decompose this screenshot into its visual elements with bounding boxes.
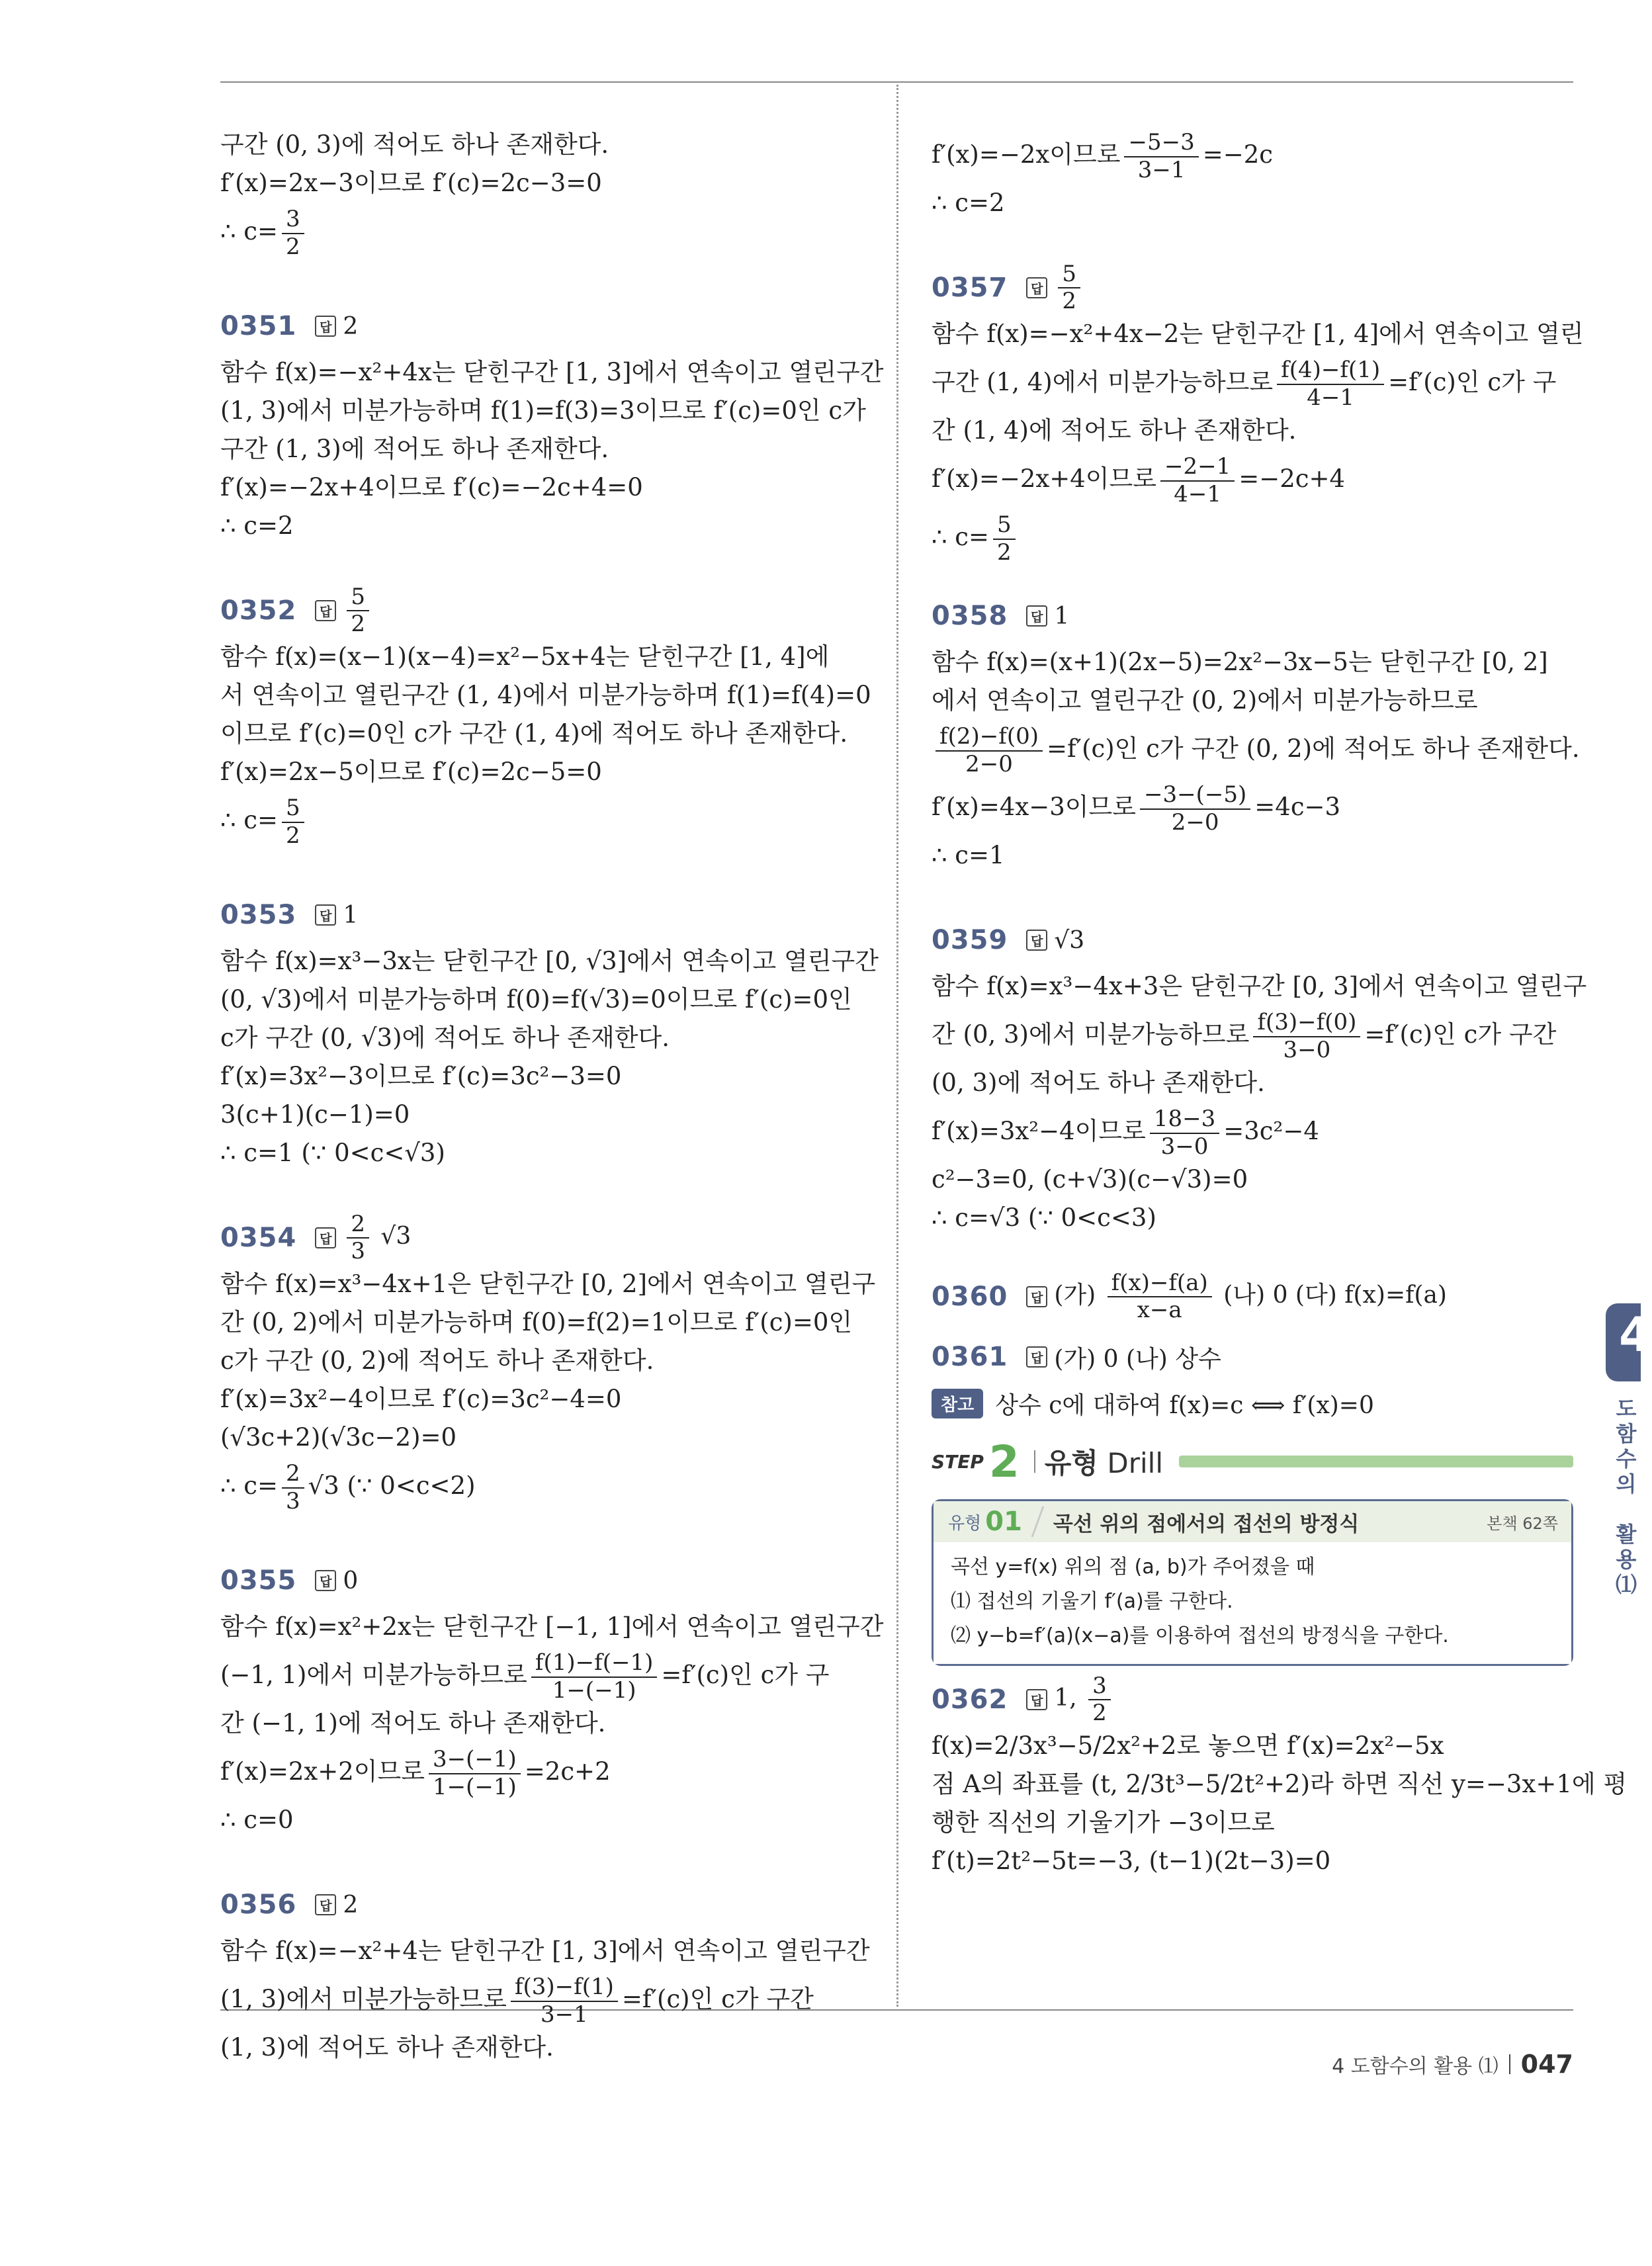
solution-line: ∴ c=2 <box>220 511 294 540</box>
answer-value: 2 <box>343 1891 359 1919</box>
note-text: 상수 c에 대하여 f(x)=c ⟺ f′(x)=0 <box>995 1391 1374 1419</box>
solution-line: (−1, 1)에서 미분가능하므로 $\frac{f(1)-f(-1)}{1-(-1)}$ =f′(c)인 c가 구 <box>220 1649 830 1704</box>
solution-line: 구간 (1, 4)에서 미분가능하므로 $\frac{f(4)-f(1)}{4-1}$ =f′(c)인 c가 구 <box>932 357 1557 411</box>
fraction-denominator: 2 <box>997 539 1012 566</box>
problem-number: 0356 <box>220 1890 297 1920</box>
problem-header <box>220 1882 869 1928</box>
solution-line: ∴ c= $\frac{5}{2}$ <box>220 791 869 850</box>
problem-header <box>220 1557 869 1604</box>
type-page-ref: 본책 62쪽 <box>1487 1514 1558 1533</box>
solution-line: 구간 (0, 3)에 적어도 하나 존재한다. <box>220 130 609 159</box>
solution-line: f′(x)=2x−3이므로 f′(c)=2c−3=0 <box>220 169 602 197</box>
side-char <box>1614 1497 1638 1522</box>
answer-icon: 답 <box>315 904 336 926</box>
spacer <box>220 545 869 588</box>
solution-line: 함수 f(x)=x³−4x+1은 닫힌구간 [0, 2]에서 연속이고 열린구 <box>220 1270 876 1298</box>
solution-line: f′(x)=3x²−4이므로 $\frac{18-3}{3-0}$ =3c²−4 <box>932 1106 1319 1160</box>
solution-line: f′(x)=4x−3이므로 $\frac{-3-(-5)}{2-0}$ =4c−3 <box>932 781 1341 836</box>
answer-icon: 답 <box>315 316 336 337</box>
type-body <box>934 1542 1571 1664</box>
solution-line: (0, √3)에서 미분가능하며 f(0)=f(√3)=0이므로 f′(c)=0인 <box>220 985 852 1014</box>
spacer <box>932 566 1573 593</box>
fraction <box>429 1747 521 1800</box>
fraction-numerator: 5 <box>1058 261 1080 288</box>
problem-header <box>932 1672 1573 1726</box>
solution-line: 함수 f(x)=x³−4x+3은 닫힌구간 [0, 3]에서 연속이고 열린구 <box>932 972 1587 1000</box>
solution-line: f′(x)=−2x+4이므로 $\frac{-2-1}{4-1}$ =−2c+4 <box>932 453 1346 507</box>
type-line: 곡선 y=f(x) 위의 점 (a, b)가 주어졌을 때 <box>951 1555 1315 1579</box>
fraction-numerator: f(4)−f(1) <box>1277 357 1384 384</box>
solution-line: (1, 3)에서 미분가능하므로 $\frac{f(3)-f(1)}{3-1}$ =f′(c)인 c가 구간 <box>220 1974 814 2028</box>
fraction-numerator: 2 <box>347 1211 369 1239</box>
fraction-numerator: 5 <box>993 512 1016 539</box>
fraction-denominator: 2 <box>1062 288 1076 314</box>
type-title: 곡선 위의 점에서의 접선의 방정식 <box>1053 1512 1360 1536</box>
fraction <box>1058 261 1080 314</box>
fraction <box>993 512 1016 565</box>
solution-line: 간 (−1, 1)에 적어도 하나 존재한다. <box>220 1709 606 1737</box>
solution-line: ∴ c=2 <box>932 189 1005 217</box>
solution-line: 함수 f(x)=−x²+4x는 닫힌구간 [1, 3]에서 연속이고 열린구간 <box>220 358 884 386</box>
fraction-denominator: 3−0 <box>1283 1036 1331 1063</box>
problem-number: 0357 <box>932 273 1008 303</box>
answer-value: $\frac{2}{3}$ √3 <box>343 1211 411 1264</box>
fraction <box>347 584 369 637</box>
answer-value: 1 <box>1054 602 1070 630</box>
problem-number: 0353 <box>220 900 297 930</box>
problem-number: 0359 <box>932 925 1008 955</box>
spacer <box>220 1172 869 1215</box>
solution-line: 행한 직선의 기울기가 −3이므로 <box>932 1808 1275 1837</box>
solution-line: 함수 f(x)=x³−3x는 닫힌구간 [0, √3]에서 연속이고 열린구간 <box>220 947 879 975</box>
type-header <box>934 1501 1571 1542</box>
problem-header <box>932 593 1573 639</box>
solution-line: 이므로 f′(c)=0인 c가 구간 (1, 4)에 적어도 하나 존재한다. <box>220 719 848 748</box>
answer-value: √3 <box>1054 926 1085 954</box>
footer-chapter: 4 도함수의 활용 ⑴ <box>1332 2055 1499 2078</box>
solution-line: (0, 3)에 적어도 하나 존재한다. <box>932 1068 1265 1097</box>
solution-line: 점 A의 좌표를 (t, 2/3t³−5/2t²+2)라 하면 직선 y=−3x+1에 평 <box>932 1770 1628 1798</box>
solution-line: 함수 f(x)=(x−1)(x−4)=x²−5x+4는 닫힌구간 [1, 4]에 <box>220 642 830 671</box>
answer-value: 2 <box>343 312 359 340</box>
fraction <box>282 1461 304 1514</box>
fraction <box>935 724 1043 777</box>
answer-value: 0 <box>343 1567 359 1594</box>
answer-value: (가) 0 (나) 상수 <box>1054 1345 1221 1373</box>
answer-icon: 답 <box>1026 1286 1047 1307</box>
answer-icon: 답 <box>315 600 336 621</box>
side-char: ⑴ <box>1615 1572 1637 1597</box>
fraction <box>1150 1106 1219 1159</box>
fraction-numerator: 3 <box>1088 1673 1111 1700</box>
fraction-numerator: 5 <box>347 584 369 611</box>
fraction-numerator: 5 <box>282 795 304 822</box>
fraction-numerator: 2 <box>282 1461 304 1488</box>
fraction <box>1108 1270 1212 1323</box>
problem-header <box>932 260 1573 314</box>
answer-icon: 답 <box>1026 277 1047 298</box>
fraction-denominator: 2 <box>286 233 300 260</box>
step-title <box>1045 1442 1163 1481</box>
step-number: 2 <box>988 1436 1020 1487</box>
solution-line: f′(x)=−2x이므로 $\frac{-5-3}{3-1}$ =−2c <box>932 129 1274 183</box>
fraction-denominator: 2 <box>1092 1700 1107 1726</box>
solution-line: f′(x)=−2x+4이므로 f′(c)=−2c+4=0 <box>220 473 643 501</box>
top-rule <box>220 81 1573 83</box>
fraction <box>1160 454 1235 507</box>
problem-number: 0360 <box>932 1282 1008 1312</box>
solution-line: ∴ c=0 <box>220 1806 294 1834</box>
fraction-numerator: 3 <box>282 206 304 234</box>
problem-header <box>932 917 1573 963</box>
solution-line: f′(x)=3x²−4이므로 f′(c)=3c²−4=0 <box>220 1385 622 1413</box>
note-tag: 참고 <box>932 1389 983 1418</box>
solution-line: (1, 3)에서 미분가능하며 f(1)=f(3)=3이므로 f′(c)=0인 c가 <box>220 396 866 425</box>
fraction-denominator: 2−0 <box>965 750 1013 777</box>
step-green-bar <box>1179 1456 1573 1467</box>
side-char: 의 <box>1616 1471 1637 1497</box>
fraction-denominator: x−a <box>1137 1297 1182 1323</box>
page-footer <box>1332 2050 1573 2079</box>
spacer <box>220 1839 869 1882</box>
left-column <box>220 126 884 2067</box>
spacer <box>220 850 869 892</box>
problem-header <box>220 1210 869 1264</box>
fraction <box>1253 1010 1360 1063</box>
answer-icon: 답 <box>315 1894 336 1915</box>
spacer <box>220 1515 869 1557</box>
fraction-numerator: f(2)−f(0) <box>935 724 1043 751</box>
fraction-denominator: 2 <box>351 611 365 637</box>
step-title-drill: Drill <box>1107 1447 1163 1479</box>
fraction <box>282 795 304 848</box>
solution-line: $\frac{f(2)-f(0)}{2-0}$ =f′(c)인 c가 구간 (0, 2)에 적어도 하나 존재한다. <box>932 720 1573 778</box>
problem-header <box>932 1264 1573 1330</box>
note-row <box>932 1384 1573 1422</box>
fraction <box>347 1211 369 1264</box>
footer-separator <box>1509 2054 1510 2074</box>
answer-value: 1, $\frac{3}{2}$ <box>1054 1673 1114 1726</box>
fraction-numerator: f(3)−f(0) <box>1253 1010 1360 1037</box>
fraction-denominator: 1−(−1) <box>433 1773 517 1800</box>
solution-line: (1, 3)에 적어도 하나 존재한다. <box>220 2033 554 2062</box>
fraction-numerator: f(1)−f(−1) <box>531 1650 657 1677</box>
fraction-denominator: 3−0 <box>1160 1133 1209 1160</box>
solution-line: 함수 f(x)=x²+2x는 닫힌구간 [−1, 1]에서 연속이고 열린구간 <box>220 1612 884 1641</box>
spacer <box>932 222 1573 265</box>
fraction <box>1140 782 1250 835</box>
solution-line: 에서 연속이고 열린구간 (0, 2)에서 미분가능하므로 <box>932 686 1478 715</box>
solution-line: c가 구간 (0, 2)에 적어도 하나 존재한다. <box>220 1346 654 1375</box>
fraction <box>531 1650 657 1703</box>
solution-line: 서 연속이고 열린구간 (1, 4)에서 미분가능하며 f(1)=f(4)=0 <box>220 681 871 709</box>
type-label: 유형 <box>948 1513 982 1534</box>
type-line: ⑴ 접선의 기울기 f′(a)를 구한다. <box>951 1590 1233 1613</box>
problem-number: 0362 <box>932 1684 1008 1715</box>
fraction-numerator: 18−3 <box>1150 1106 1219 1133</box>
fraction <box>282 206 304 259</box>
right-column <box>932 126 1628 1880</box>
fraction-numerator: −2−1 <box>1160 454 1235 481</box>
fraction <box>511 1974 618 2027</box>
solution-line: 구간 (1, 3)에 적어도 하나 존재한다. <box>220 435 609 463</box>
side-char: 도 <box>1616 1396 1637 1421</box>
solution-line: f′(x)=2x−5이므로 f′(c)=2c−5=0 <box>220 758 602 786</box>
solution-line: c가 구간 (0, √3)에 적어도 하나 존재한다. <box>220 1024 670 1052</box>
fraction-numerator: 3−(−1) <box>429 1747 521 1774</box>
solution-line: 3(c+1)(c−1)=0 <box>220 1100 410 1129</box>
fraction <box>1088 1673 1111 1726</box>
solution-line: f′(x)=2x+2이므로 $\frac{3-(-1)}{1-(-1)}$ =2c+2 <box>220 1746 611 1800</box>
solution-line: (√3c+2)(√3c−2)=0 <box>220 1423 457 1452</box>
answer-icon: 답 <box>1026 1689 1047 1710</box>
problem-number: 0352 <box>220 595 297 626</box>
answer-value: 1 <box>343 901 359 929</box>
problem-header <box>220 583 869 637</box>
problem-number: 0358 <box>932 601 1008 631</box>
problem-number: 0354 <box>220 1223 297 1253</box>
answer-icon: 답 <box>315 1570 336 1591</box>
fraction-denominator: 3 <box>286 1487 300 1514</box>
answer-icon: 답 <box>315 1227 336 1248</box>
solution-line: ∴ c= $\frac{5}{2}$ <box>932 508 1573 566</box>
spacer <box>932 875 1573 917</box>
side-char: 함 <box>1616 1421 1637 1446</box>
fraction-numerator: −5−3 <box>1124 130 1198 157</box>
problem-number: 0361 <box>932 1342 1008 1372</box>
answer-icon: 답 <box>1026 930 1047 951</box>
step-2-header <box>932 1432 1573 1491</box>
chapter-tab-number: 4 <box>1619 1307 1652 1362</box>
problem-header <box>220 303 869 349</box>
solution-line: 함수 f(x)=−x²+4는 닫힌구간 [1, 3]에서 연속이고 열린구간 <box>220 1937 870 1965</box>
fraction <box>1277 357 1384 410</box>
fraction-denominator: 3 <box>351 1238 365 1264</box>
step-separator <box>1034 1450 1035 1473</box>
problem-number: 0355 <box>220 1565 297 1596</box>
chapter-side-title <box>1614 1396 1638 1597</box>
fraction-numerator: −3−(−5) <box>1140 782 1250 809</box>
fraction-denominator: 1−(−1) <box>552 1677 636 1704</box>
answer-value <box>1054 261 1084 314</box>
fraction-denominator: 2 <box>286 822 300 849</box>
fraction-denominator: 2−0 <box>1171 808 1219 836</box>
fraction-denominator: 4−1 <box>1307 384 1355 411</box>
solution-line: ∴ c= $\frac{3}{2}$ <box>220 202 869 261</box>
solution-line: f′(x)=3x²−3이므로 f′(c)=3c²−3=0 <box>220 1062 622 1090</box>
answer-icon: 답 <box>1026 605 1047 627</box>
column-divider <box>896 85 898 2007</box>
fraction <box>1124 130 1198 183</box>
step-title-bold: 유형 <box>1044 1447 1099 1479</box>
solution-line: f(x)=2/3x³−5/2x²+2로 놓으면 f′(x)=2x²−5x <box>932 1731 1444 1760</box>
type-line: ⑵ y−b=f′(a)(x−a)를 이용하여 접선의 방정식을 구한다. <box>951 1624 1449 1647</box>
solution-line: 간 (0, 2)에서 미분가능하며 f(0)=f(2)=1이므로 f′(c)=0인 <box>220 1308 853 1336</box>
type-number: 01 <box>985 1506 1022 1537</box>
solution-line: ∴ c=1 <box>932 841 1005 869</box>
fraction-numerator: f(x)−f(a) <box>1108 1270 1212 1297</box>
spacer <box>220 261 869 303</box>
problem-header <box>220 892 869 938</box>
side-char: 활 <box>1616 1522 1637 1547</box>
page-number: 047 <box>1520 2050 1573 2079</box>
type-box <box>932 1499 1573 1666</box>
problem-number: 0351 <box>220 311 297 341</box>
solution-line: c²−3=0, (c+√3)(c−√3)=0 <box>932 1165 1248 1194</box>
fraction-denominator: 3−1 <box>1137 156 1186 183</box>
side-char: 용 <box>1616 1547 1637 1572</box>
problem-header <box>932 1334 1573 1380</box>
solution-line: ∴ c=1 (∵ 0<c<√3) <box>220 1139 445 1167</box>
fraction-denominator: 4−1 <box>1174 480 1222 507</box>
solution-line: 함수 f(x)=−x²+4x−2는 닫힌구간 [1, 4]에서 연속이고 열린 <box>932 320 1584 348</box>
solution-line: f′(t)=2t²−5t=−3, (t−1)(2t−3)=0 <box>932 1847 1331 1875</box>
answer-value <box>343 584 373 637</box>
type-slash <box>1031 1506 1045 1537</box>
step-word: STEP <box>932 1450 984 1473</box>
solution-line: ∴ c=√3 (∵ 0<c<3) <box>932 1203 1156 1232</box>
solution-line: 함수 f(x)=(x+1)(2x−5)=2x²−3x−5는 닫힌구간 [0, 2] <box>932 648 1548 676</box>
answer-value: (가) $\frac{f(x)-f(a)}{x-a}$ (나) 0 (다) f(x)=f(a) <box>1054 1269 1447 1323</box>
side-char: 수 <box>1616 1446 1637 1471</box>
solution-line: 간 (0, 3)에서 미분가능하므로 $\frac{f(3)-f(0)}{3-0}$ =f′(c)인 c가 구간 <box>932 1009 1557 1063</box>
answer-icon: 답 <box>1026 1346 1047 1368</box>
fraction-denominator: 3−1 <box>541 2001 588 2028</box>
spacer <box>932 1237 1573 1264</box>
solution-line: 간 (1, 4)에 적어도 하나 존재한다. <box>932 416 1297 445</box>
solution-line: ∴ c= $\frac{2}{3}$ √3 (∵ 0<c<2) <box>220 1460 476 1514</box>
fraction-numerator: f(3)−f(1) <box>511 1974 618 2001</box>
